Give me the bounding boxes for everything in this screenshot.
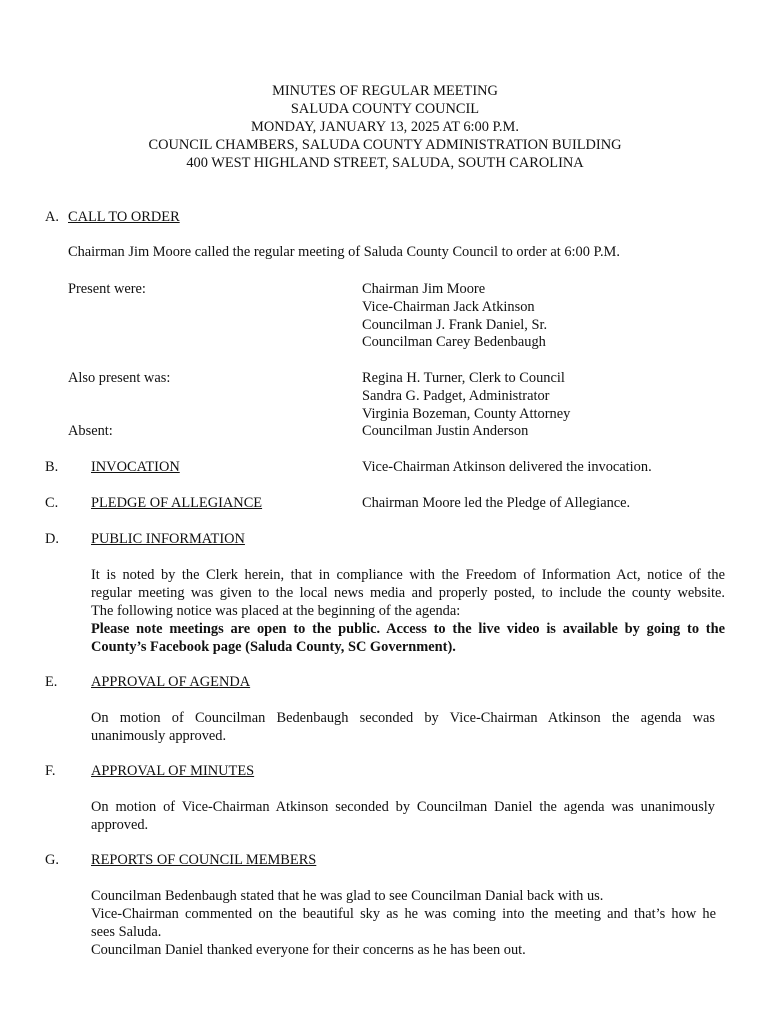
public-notice-line: Please note meetings are open to the public. Access to the live video is available by going to the: [91, 621, 725, 637]
section-d-title: PUBLIC INFORMATION: [91, 531, 245, 547]
paragraph-line: regular meeting was given to the local news media and properly posted, to include the county website.: [91, 585, 725, 601]
present-member: Councilman Carey Bedenbaugh: [362, 334, 546, 350]
section-b-title: INVOCATION: [91, 459, 180, 475]
also-present-label: Also present was:: [68, 370, 171, 386]
public-notice-line: County’s Facebook page (Saluda County, SC Government).: [91, 639, 456, 655]
also-present-person: Sandra G. Padget, Administrator: [362, 388, 550, 404]
council-reports-paragraph: [91, 887, 716, 959]
present-label: Present were:: [68, 281, 146, 297]
approval-minutes-paragraph: [91, 798, 715, 834]
section-c-letter: C.: [45, 495, 59, 511]
section-f-title: APPROVAL OF MINUTES: [91, 763, 255, 779]
section-g-letter: G.: [45, 852, 59, 868]
header-title: MINUTES OF REGULAR MEETING: [272, 83, 498, 99]
paragraph-line: On motion of Councilman Bedenbaugh seconded by Vice-Chairman Atkinson the agenda was: [91, 710, 715, 726]
paragraph-line: approved.: [91, 817, 149, 833]
present-member: Councilman J. Frank Daniel, Sr.: [362, 317, 548, 333]
invocation-text: Vice-Chairman Atkinson delivered the invocation.: [362, 459, 652, 475]
minutes-header: [0, 82, 770, 172]
header-council: SALUDA COUNTY COUNCIL: [290, 101, 480, 117]
header-location: COUNCIL CHAMBERS, SALUDA COUNTY ADMINISTRATION BUILDING: [148, 137, 622, 153]
present-member: Vice-Chairman Jack Atkinson: [362, 299, 535, 315]
public-information-paragraph: [91, 566, 725, 656]
section-e-letter: E.: [45, 674, 58, 690]
section-g-title: REPORTS OF COUNCIL MEMBERS: [91, 852, 317, 868]
header-date: MONDAY, JANUARY 13, 2025 AT 6:00 P.M.: [251, 119, 519, 135]
paragraph-line: The following notice was placed at the beginning of the agenda:: [91, 603, 461, 619]
section-a-title: CALL TO ORDER: [68, 209, 180, 225]
paragraph-line: sees Saluda.: [91, 924, 162, 940]
paragraph-line: Councilman Bedenbaugh stated that he was glad to see Councilman Danial back with us.: [91, 888, 604, 904]
approval-agenda-paragraph: [91, 709, 715, 745]
section-e-title: APPROVAL OF AGENDA: [91, 674, 251, 690]
absent-label: Absent:: [68, 423, 113, 439]
also-present-person: Regina H. Turner, Clerk to Council: [362, 370, 565, 386]
section-f-letter: F.: [45, 763, 56, 779]
section-c-title: PLEDGE OF ALLEGIANCE: [91, 495, 263, 511]
also-present-person: Virginia Bozeman, County Attorney: [362, 406, 571, 422]
paragraph-line: unanimously approved.: [91, 728, 227, 744]
call-to-order-text: Chairman Jim Moore called the regular meeting of Saluda County Council to order at 6:00 P.M.: [68, 244, 620, 260]
section-a-letter: A.: [45, 209, 59, 225]
absent-member: Councilman Justin Anderson: [362, 423, 529, 439]
paragraph-line: It is noted by the Clerk herein, that in compliance with the Freedom of Information Act, notice of the: [91, 567, 725, 583]
pledge-text: Chairman Moore led the Pledge of Allegiance.: [362, 495, 631, 511]
paragraph-line: On motion of Vice-Chairman Atkinson seconded by Councilman Daniel the agenda was unanimously: [91, 799, 715, 815]
present-member: Chairman Jim Moore: [362, 281, 486, 297]
paragraph-line: Councilman Daniel thanked everyone for their concerns as he has been out.: [91, 942, 526, 958]
section-d-letter: D.: [45, 531, 59, 547]
paragraph-line: Vice-Chairman commented on the beautiful sky as he was coming into the meeting and that’s how he: [91, 906, 716, 922]
header-address: 400 WEST HIGHLAND STREET, SALUDA, SOUTH CAROLINA: [186, 155, 584, 171]
section-b-letter: B.: [45, 459, 59, 475]
